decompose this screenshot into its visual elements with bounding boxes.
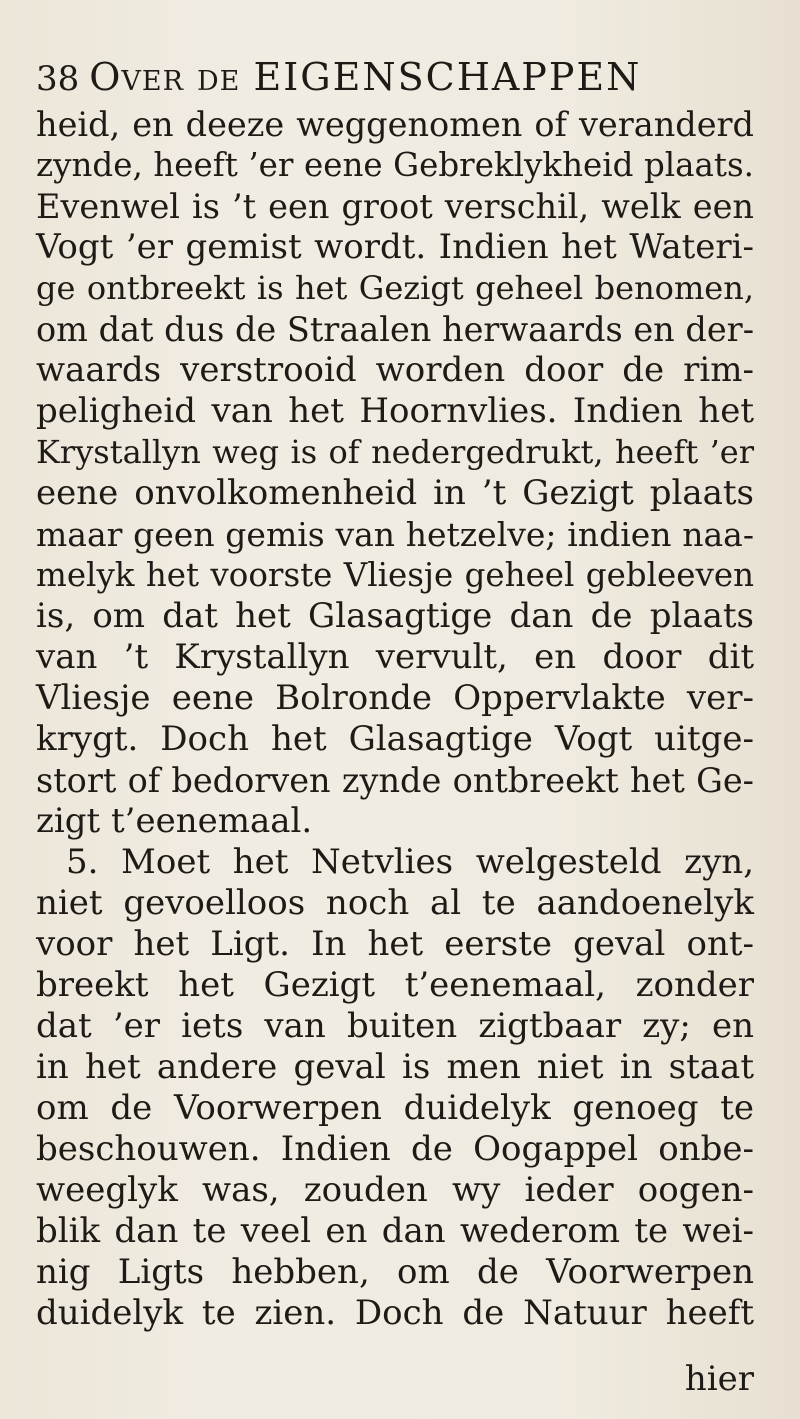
text-line: van ’t Krystallyn vervult, en door dit [36,637,754,677]
text-line: in het andere geval is men niet in staat [36,1047,754,1087]
text-line: breekt het Gezigt t’eenemaal, zonder [36,965,754,1005]
text-line: Krystallyn weg is of nedergedrukt, heeft ’er [36,433,754,471]
text-line: om de Voorwerpen duidelyk genoeg te [36,1088,754,1128]
text-line: krygt. Doch het Glasagtige Vogt uitge- [36,719,754,759]
page-header [36,55,641,103]
text-line: duidelyk te zien. Doch de Natuur heeft [36,1293,754,1333]
text-line: waards verstrooid worden door de rim- [36,350,754,390]
text-line: peligheid van het Hoornvlies. Indien het [36,391,754,431]
text-line: beschouwen. Indien de Oogappel onbe- [36,1129,754,1169]
running-head-title: EIGENSCHAPPEN [253,55,642,99]
text-line: Evenwel is ’t een groot verschil, welk een [36,187,754,226]
text-line: nig Ligts hebben, om de Voorwerpen [36,1252,754,1292]
text-line: niet gevoelloos noch al te aandoenelyk [36,883,754,923]
running-head [89,55,641,99]
text-line: Vliesje eene Bolronde Oppervlakte ver- [36,678,754,718]
text-line: maar geen gemis van hetzelve; indien naa- [36,515,754,554]
text-line: ge ontbreekt is het Gezigt geheel benomen, [36,269,754,307]
text-line: stort of bedorven zynde ontbreekt het Ge- [36,761,754,800]
paragraph-start-line: 5. Moet het Netvlies welgesteld zyn, [66,842,754,882]
text-line: voor het Ligt. In het eerste geval ont- [36,924,754,964]
text-line: blik dan te veel en dan wederom te wei- [36,1211,754,1251]
running-head-prefix: Over de [89,55,241,99]
paragraph-end-line: zigt t’eenemaal. [36,801,313,841]
text-line: Vogt ’er gemist wordt. Indien het Wateri- [36,227,754,267]
text-line: zynde, heeft ’er eene Gebreklykheid plaats. [36,146,754,184]
text-line: weeglyk was, zouden wy ieder oogen- [36,1170,754,1210]
catchword: hier [684,1359,754,1399]
page-number: 38 [36,59,80,99]
text-line: dat ’er iets van buiten zigtbaar zy; en [36,1006,754,1046]
text-line: om dat dus de Straalen herwaards en der- [36,310,755,349]
text-line: eene onvolkomenheid in ’t Gezigt plaats [36,473,754,513]
text-line: heid, en deeze weggenomen of veranderd [36,105,754,144]
text-line: melyk het voorste Vliesje geheel gebleeven [36,556,754,594]
body-text [36,104,754,1334]
text-line: is, om dat het Glasagtige dan de plaats [36,596,754,636]
